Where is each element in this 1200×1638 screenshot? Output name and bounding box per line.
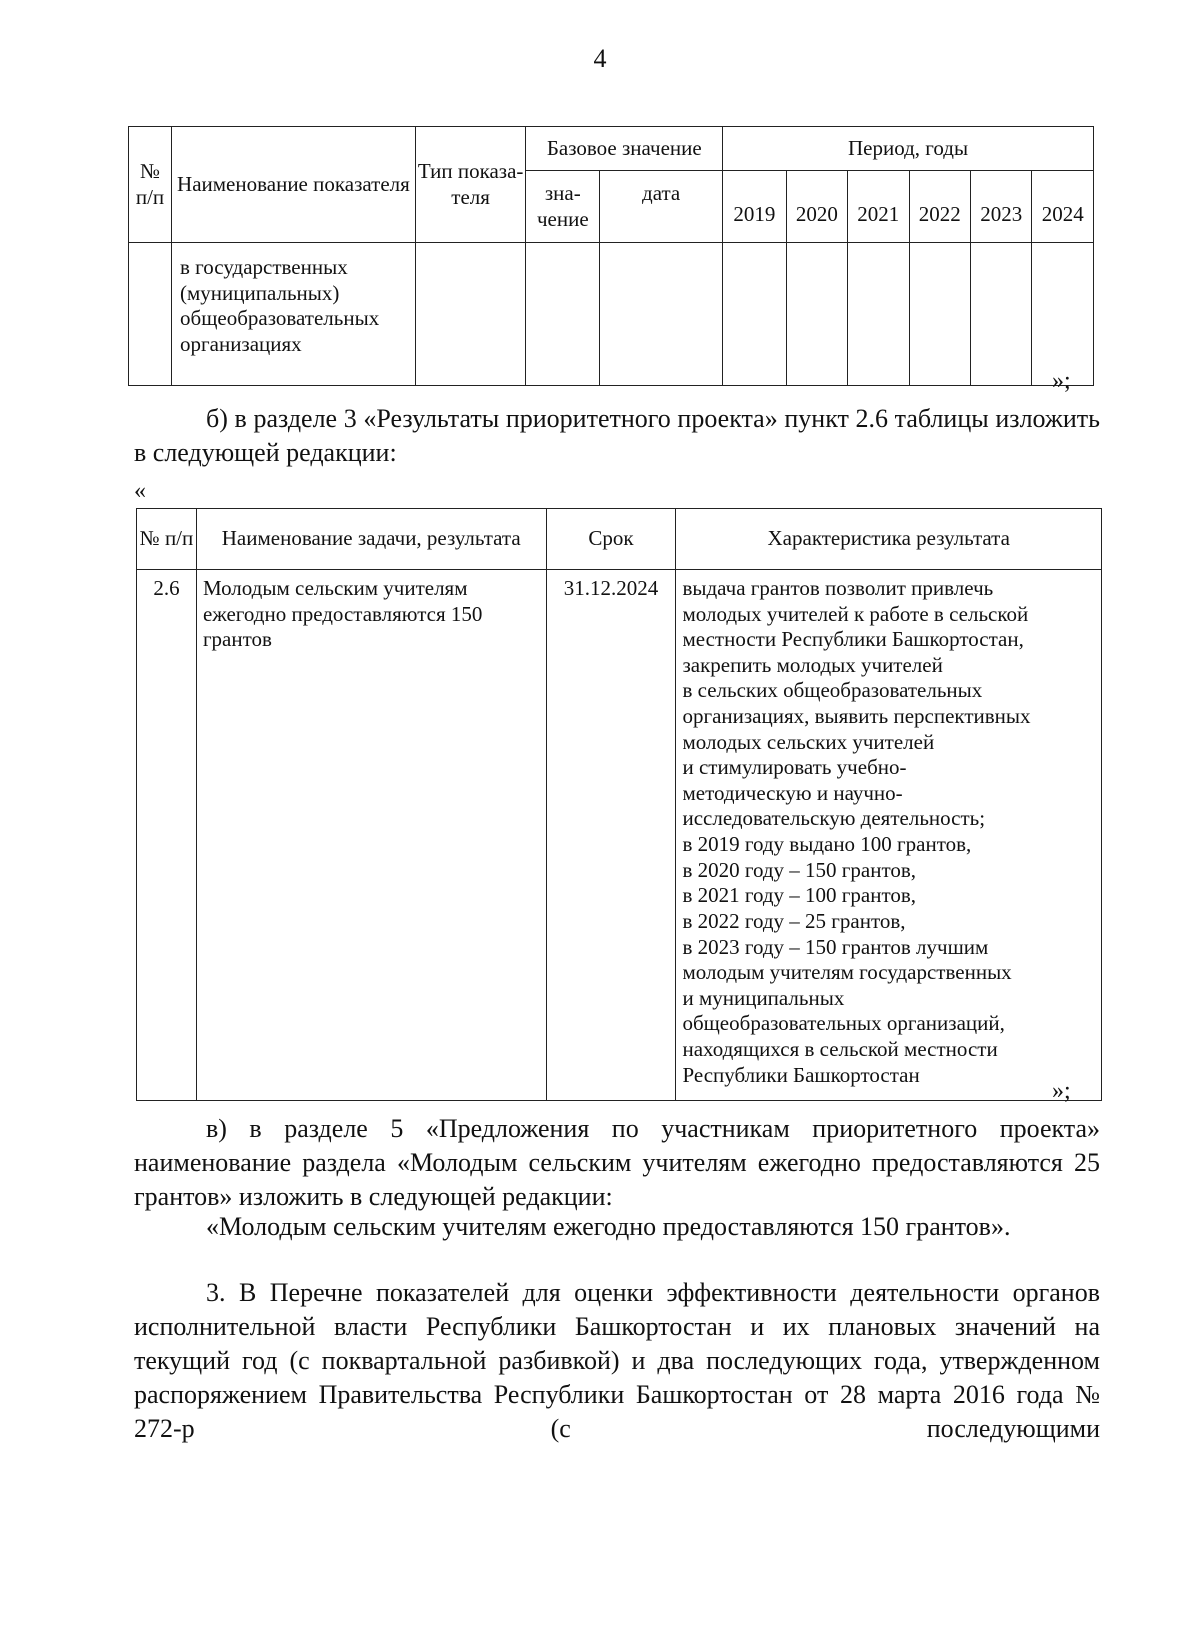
result-line: общеобразовательных организаций, — [682, 1011, 1005, 1036]
header-year: 2021 — [848, 171, 909, 243]
header-num: № п/п — [137, 509, 197, 570]
result-line: и стимулировать учебно- — [682, 755, 907, 780]
header-indicator-name: Наименование показателя — [172, 127, 416, 243]
result-line: исследовательскую деятельность; — [682, 806, 986, 831]
cell-num: 2.6 — [137, 570, 197, 1101]
page-number: 4 — [593, 44, 607, 73]
result-line: в сельских общеобразовательных — [682, 678, 983, 703]
paragraph-b: б) в разделе 3 «Результаты приоритетного проекта» пункт 2.6 таблицы изложить в следующей редакции: — [134, 404, 1100, 467]
result-line: методическую и научно- — [682, 780, 903, 805]
header-indicator-type: Тип показа-теля — [415, 127, 526, 243]
cell-indicator-name: в государственных (муниципальных) общеобразовательных организациях — [172, 243, 416, 386]
cell-term: 31.12.2024 — [546, 570, 676, 1101]
cell-task: Молодым сельским учителям ежегодно предоставляются 150 грантов — [196, 570, 546, 1101]
table1-closing-quote: »; — [1052, 368, 1071, 394]
header-num: № п/п — [129, 127, 172, 243]
header-year: 2024 — [1032, 171, 1094, 243]
header-period: Период, годы — [723, 127, 1094, 171]
cell-year — [909, 243, 970, 386]
result-line: выдача грантов позволит привлечь — [682, 576, 994, 600]
table-row — [129, 243, 1094, 386]
paragraph-3: 3. В Перечне показателей для оценки эффективности деятельности органов исполнительной власти Республики Башкортостан и их плановых значений на текущий год (с поквартальной разбивкой) и два последующих года, утвержденном распоряжением Правительства Республики Башкортостан от 28 марта 2016 года № 272-р (с последующими — [134, 1278, 1100, 1443]
cell-type — [415, 243, 526, 386]
table2-closing-quote: »; — [1052, 1078, 1071, 1104]
result-line: в 2021 году – 100 грантов, — [682, 883, 917, 908]
result-line: находящихся в сельской местности — [682, 1036, 998, 1061]
result-line: молодым учителям государственных — [682, 960, 1012, 985]
result-line: молодых учителей к работе в сельской — [682, 601, 1029, 626]
header-result: Характеристика результата — [676, 509, 1102, 570]
result-line: закрепить молодых учителей — [682, 652, 943, 677]
result-line: в 2022 году – 25 грантов, — [682, 908, 906, 933]
cell-value — [526, 243, 600, 386]
header-year: 2022 — [909, 171, 970, 243]
result-line: в 2023 году – 150 грантов лучшим — [682, 934, 989, 959]
header-year: 2019 — [723, 171, 787, 243]
cell-result — [676, 570, 1102, 1101]
header-value: зна-чение — [526, 171, 600, 243]
header-task: Наименование задачи, результата — [196, 509, 546, 570]
result-line: и муниципальных — [682, 985, 845, 1010]
paragraph-v-quote: «Молодым сельским учителям ежегодно предоставляются 150 грантов». — [206, 1212, 1011, 1241]
result-line: молодых сельских учителей — [682, 729, 935, 754]
cell-year — [786, 243, 847, 386]
cell-year — [970, 243, 1031, 386]
results-table — [136, 508, 1102, 1101]
header-date: дата — [600, 171, 723, 243]
header-year: 2023 — [970, 171, 1031, 243]
table-row — [137, 570, 1102, 1101]
header-year: 2020 — [786, 171, 847, 243]
cell-num — [129, 243, 172, 386]
result-line: в 2020 году – 150 грантов, — [682, 857, 917, 882]
table2-opening-quote: « — [134, 478, 146, 504]
cell-year — [848, 243, 909, 386]
result-line: организациях, выявить перспективных — [682, 704, 1031, 729]
header-base-value: Базовое значение — [526, 127, 723, 171]
cell-year — [723, 243, 787, 386]
result-line: в 2019 году выдано 100 грантов, — [682, 832, 972, 857]
header-term: Срок — [546, 509, 676, 570]
indicators-table — [128, 126, 1094, 386]
result-line: Республики Башкортостан — [682, 1062, 920, 1087]
paragraph-v: в) в разделе 5 «Предложения по участникам приоритетного проекта» наименование раздела «Молодым сельским учителям ежегодно предоставляются 25 грантов» изложить в следующей редакции: — [134, 1114, 1100, 1211]
result-line: местности Республики Башкортостан, — [682, 627, 1024, 652]
cell-year — [1032, 243, 1094, 386]
cell-date — [600, 243, 723, 386]
